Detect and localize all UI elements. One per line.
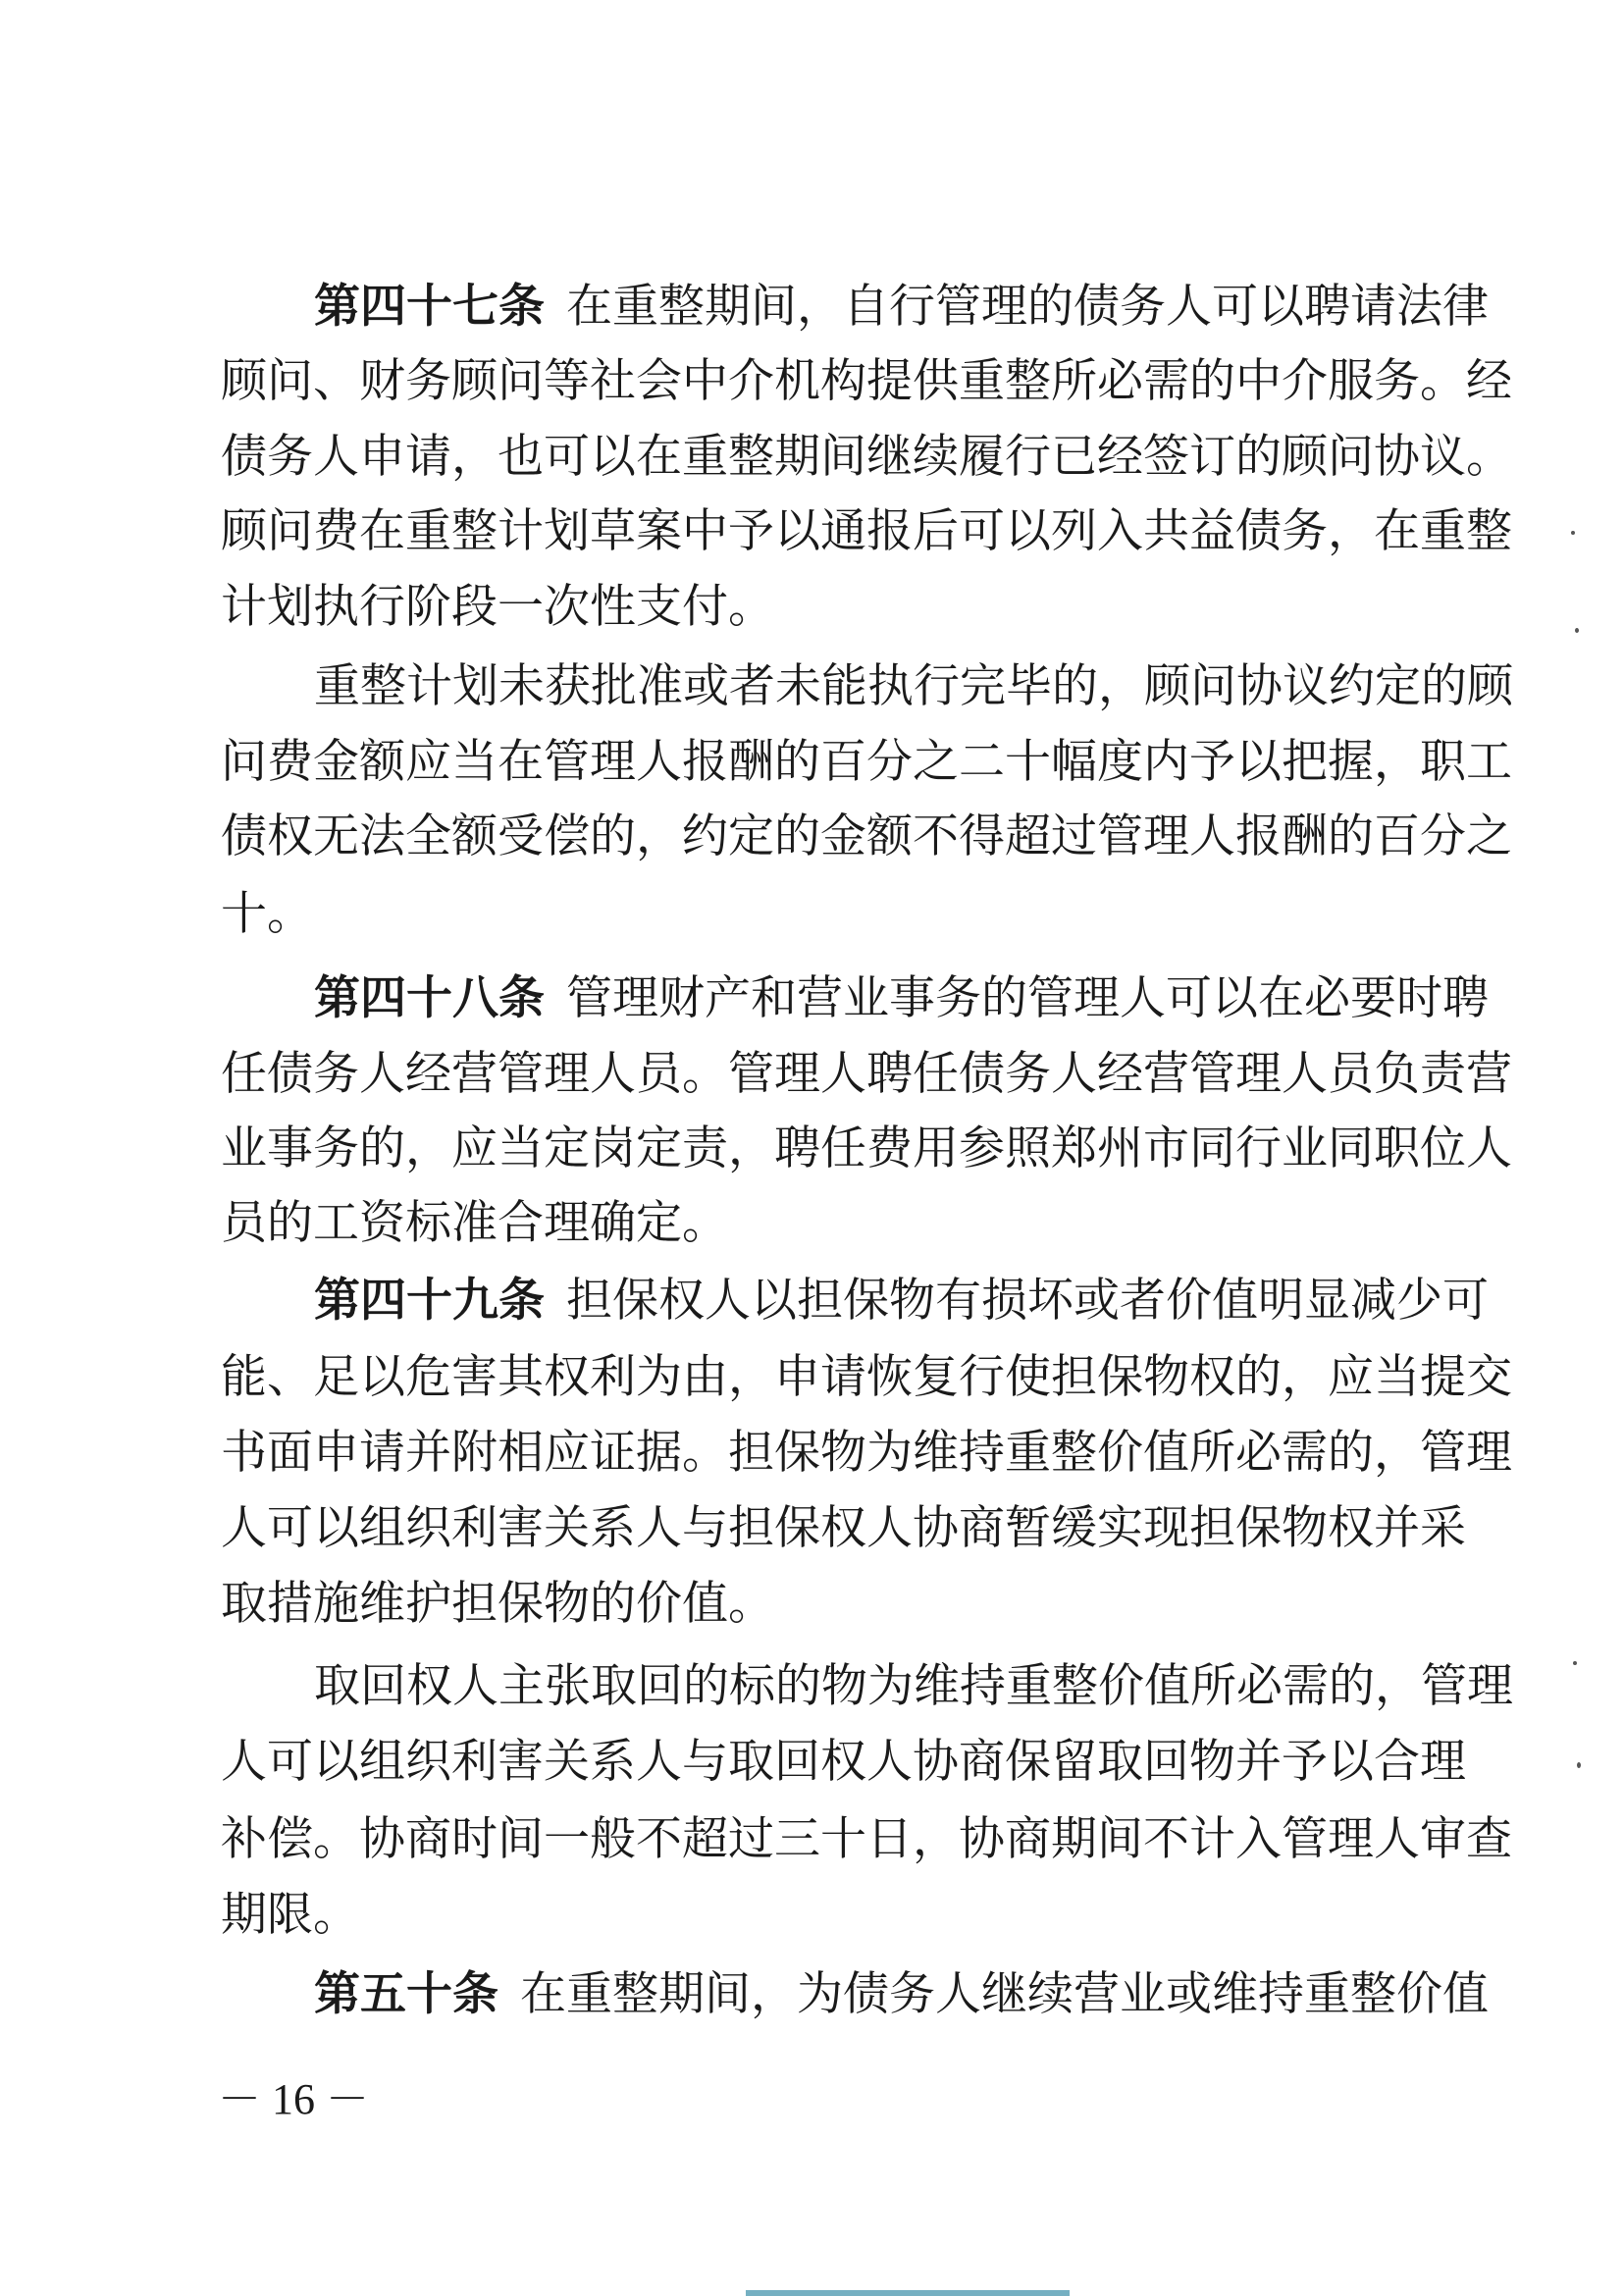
text-line <box>221 1189 1428 1258</box>
text-line <box>221 573 1428 642</box>
text-line <box>221 1419 1512 1487</box>
line-text: 人可以组织利害关系人与取回权人协商保留取回物并予以合理 <box>221 1735 1466 1789</box>
article-heading: 第四十七条 <box>314 280 545 334</box>
line-text: 补偿。协商时间一般不超过三十日，协商期间不计入管理人审查 <box>221 1812 1512 1866</box>
line-text: 业事务的，应当定岗定责，聘任费用参照郑州市同行业同职位人 <box>221 1122 1512 1175</box>
scan-speck <box>1575 628 1579 633</box>
scan-speck <box>1571 531 1575 535</box>
article-heading: 第五十条 <box>314 1967 498 2021</box>
text-line <box>221 423 1512 492</box>
line-text: 人可以组织利害关系人与担保权人协商暂缓实现担保物权并采 <box>221 1501 1466 1555</box>
text-line <box>221 803 1512 871</box>
line-text: 能、足以危害其权利为由，申请恢复行使担保物权的，应当提交 <box>221 1350 1512 1404</box>
text-line <box>221 1115 1512 1183</box>
text-line <box>221 347 1512 416</box>
line-text: 管理财产和营业事务的管理人可以在必要时聘 <box>566 971 1489 1025</box>
line-text: 书面申请并附相应证据。担保物为维持重整价值所必需的，管理 <box>221 1426 1512 1480</box>
line-text: 期限。 <box>221 1888 359 1942</box>
text-line <box>221 1881 1428 1950</box>
text-line <box>221 1343 1512 1412</box>
line-text: 问费金额应当在管理人报酬的百分之二十幅度内予以把握，职工 <box>221 735 1512 789</box>
text-line <box>221 728 1512 797</box>
text-line <box>314 965 1489 1033</box>
line-text: 债务人申请，也可以在重整期间继续履行已经签订的顾问协议。 <box>221 430 1512 484</box>
text-line <box>314 1267 1489 1335</box>
page-number: － 16 － <box>218 2075 369 2123</box>
article-heading: 第四十八条 <box>314 971 545 1025</box>
scan-speck <box>1573 1661 1577 1665</box>
text-line <box>314 652 1513 721</box>
line-text: 顾问费在重整计划草案中予以通报后可以列入共益债务，在重整 <box>221 504 1512 558</box>
line-text: 重整计划未获批准或者未能执行完毕的，顾问协议约定的顾 <box>314 659 1513 713</box>
line-text: 债权无法全额受偿的，约定的金额不得超过管理人报酬的百分之 <box>221 809 1512 863</box>
text-line <box>314 273 1489 341</box>
line-text: 在重整期间，为债务人继续营业或维持重整价值 <box>520 1967 1489 2021</box>
line-text: 在重整期间，自行管理的债务人可以聘请法律 <box>566 280 1489 334</box>
scan-edge-mark <box>746 2290 1070 2296</box>
line-text: 员的工资标准合理确定。 <box>221 1196 728 1250</box>
line-text: 取措施维护担保物的价值。 <box>221 1577 774 1631</box>
text-line <box>314 1652 1513 1721</box>
article-heading: 第四十九条 <box>314 1274 545 1328</box>
line-text: 担保权人以担保物有损坏或者价值明显减少可 <box>566 1274 1489 1328</box>
text-line <box>314 1960 1489 2029</box>
line-text: 计划执行阶段一次性支付。 <box>221 580 774 634</box>
text-line <box>221 1728 1466 1797</box>
line-text: 十。 <box>221 887 313 941</box>
line-text: 任债务人经营管理人员。管理人聘任债务人经营管理人员负责营 <box>221 1047 1512 1101</box>
text-line <box>221 1570 1428 1639</box>
scan-speck <box>1577 1762 1581 1768</box>
text-line <box>221 1805 1512 1874</box>
line-text: 顾问、财务顾问等社会中介机构提供重整所必需的中介服务。经 <box>221 354 1512 408</box>
text-line <box>221 880 1428 949</box>
text-line <box>221 1494 1466 1563</box>
text-line <box>221 497 1512 566</box>
line-text: 取回权人主张取回的标的物为维持重整价值所必需的，管理 <box>314 1659 1513 1713</box>
text-line <box>221 1040 1512 1109</box>
